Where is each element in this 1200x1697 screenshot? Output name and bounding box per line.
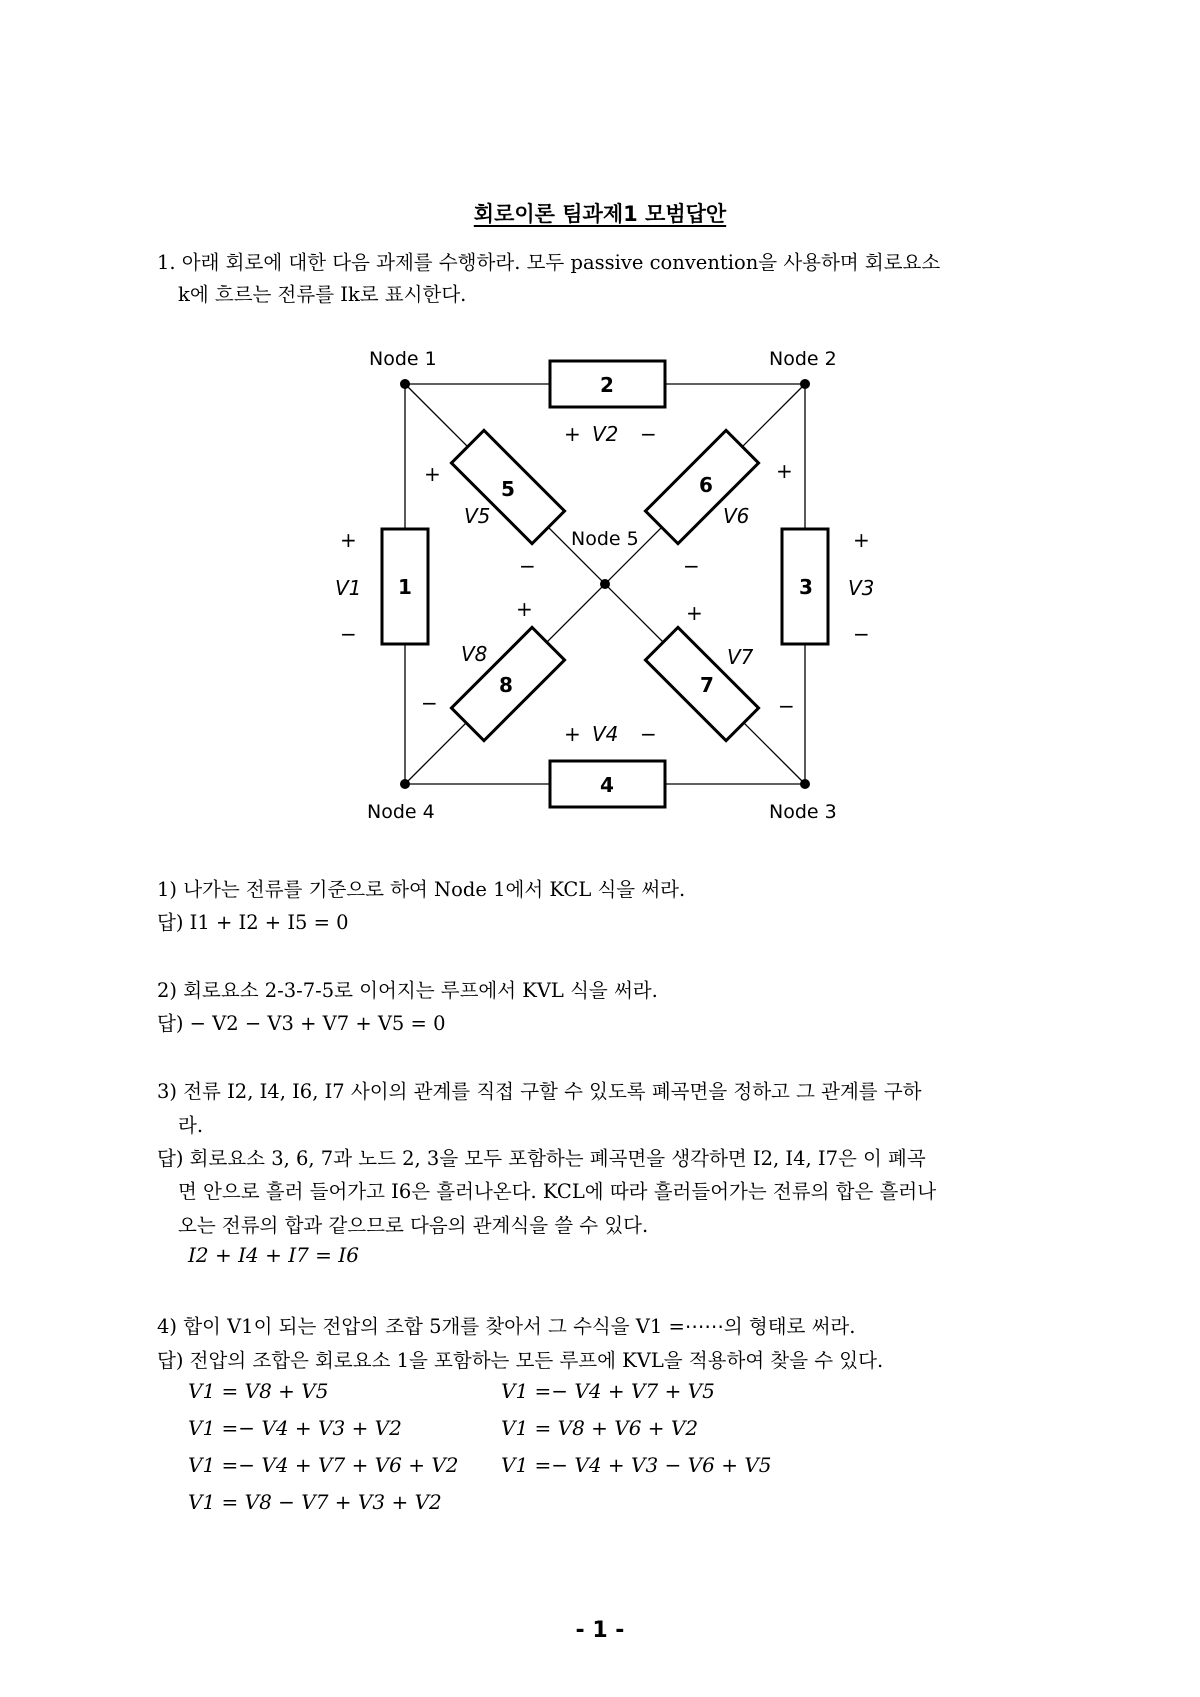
v2-label: V2 xyxy=(592,422,619,446)
v3-label: V3 xyxy=(848,576,875,600)
problem-statement-line2: k에 흐르는 전류를 Ik로 표시한다. xyxy=(178,283,467,306)
element-1-number: 1 xyxy=(398,575,412,599)
element-3-number: 3 xyxy=(799,575,813,599)
node-4-label: Node 4 xyxy=(367,801,435,823)
q3-question-line2: 라. xyxy=(178,1114,204,1137)
q1-question: 1) 나가는 전류를 기준으로 하여 Node 1에서 KCL 식을 써라. xyxy=(157,878,686,901)
node-5-label: Node 5 xyxy=(571,528,639,550)
node-2-label: Node 2 xyxy=(769,348,837,370)
q1-answer: 답) I1 + I2 + I5 = 0 xyxy=(157,911,349,934)
element-7-number: 7 xyxy=(700,673,714,697)
q2-answer: 답) − V2 − V3 + V7 + V5 = 0 xyxy=(157,1012,446,1035)
node-1-label: Node 1 xyxy=(369,348,437,370)
v4-plus: + xyxy=(564,722,581,746)
q4-equation-2: V1 =− V4 + V7 + V5 xyxy=(501,1379,715,1403)
q3-question-line1: 3) 전류 I2, I4, I6, I7 사이의 관계를 직접 구할 수 있도록 폐곡면을 정하고 그 관계를 구하 xyxy=(157,1080,922,1103)
v6-minus: − xyxy=(683,554,700,578)
q4-equation-5: V1 =− V4 + V7 + V6 + V2 xyxy=(188,1453,459,1477)
node-3-label: Node 3 xyxy=(769,801,837,823)
v1-plus: + xyxy=(340,528,357,552)
v8-plus: + xyxy=(516,597,533,621)
element-8-number: 8 xyxy=(499,673,513,697)
v2-minus: − xyxy=(640,422,657,446)
element-6-number: 6 xyxy=(699,473,713,497)
q3-answer-line2: 면 안으로 흘러 들어가고 I6은 흘러나온다. KCL에 따라 흘러들어가는 전류의 합은 흘러나 xyxy=(178,1180,937,1203)
page-number: - 1 - xyxy=(575,1618,625,1643)
q4-equation-1: V1 = V8 + V5 xyxy=(188,1379,329,1403)
node-2-dot xyxy=(800,379,810,389)
v6-label: V6 xyxy=(723,504,750,528)
v1-label: V1 xyxy=(335,576,362,600)
q2-question: 2) 회로요소 2-3-7-5로 이어지는 루프에서 KVL 식을 써라. xyxy=(157,979,658,1002)
v6-plus: + xyxy=(776,459,793,483)
q3-answer-line1: 답) 회로요소 3, 6, 7과 노드 2, 3을 모두 포함하는 폐곡면을 생각하면 I2, I4, I7은 이 폐곡 xyxy=(157,1147,926,1170)
q4-equation-4: V1 = V8 + V6 + V2 xyxy=(501,1416,699,1440)
v4-label: V4 xyxy=(592,722,619,746)
page-title: 회로이론 팀과제1 모범답안 xyxy=(473,202,727,226)
node-3-dot xyxy=(800,779,810,789)
v5-label: V5 xyxy=(464,504,491,528)
v8-minus: − xyxy=(421,691,438,715)
v1-minus: − xyxy=(340,622,357,646)
q4-answer: 답) 전압의 조합은 회로요소 1을 포함하는 모든 루프에 KVL을 적용하여 찾을 수 있다. xyxy=(157,1349,884,1372)
node-1-dot xyxy=(400,379,410,389)
q4-equation-6: V1 =− V4 + V3 − V6 + V5 xyxy=(501,1453,772,1477)
v5-plus: + xyxy=(424,462,441,486)
v7-minus: − xyxy=(778,694,795,718)
v7-label: V7 xyxy=(727,645,754,669)
v7-plus: + xyxy=(686,601,703,625)
v2-plus: + xyxy=(564,422,581,446)
element-2-number: 2 xyxy=(600,373,614,397)
element-5-number: 5 xyxy=(501,477,515,501)
element-4-number: 4 xyxy=(600,773,614,797)
v3-plus: + xyxy=(853,528,870,552)
q4-question: 4) 합이 V1이 되는 전압의 조합 5개를 찾아서 그 수식을 V1 =⋯⋯의 형태로 써라. xyxy=(157,1315,856,1338)
q3-answer-line3: 오는 전류의 합과 같으므로 다음의 관계식을 쓸 수 있다. xyxy=(178,1214,649,1237)
q3-equation: I2 + I4 + I7 = I6 xyxy=(188,1243,359,1267)
q4-equation-3: V1 =− V4 + V3 + V2 xyxy=(188,1416,402,1440)
node-5-dot xyxy=(600,579,610,589)
q4-equation-7: V1 = V8 − V7 + V3 + V2 xyxy=(188,1490,442,1514)
circuit-diagram xyxy=(0,0,1200,840)
v4-minus: − xyxy=(640,722,657,746)
v3-minus: − xyxy=(853,622,870,646)
v5-minus: − xyxy=(519,554,536,578)
node-4-dot xyxy=(400,779,410,789)
v8-label: V8 xyxy=(461,642,488,666)
problem-statement-line1: 1. 아래 회로에 대한 다음 과제를 수행하라. 모두 passive convention을 사용하며 회로요소 xyxy=(157,251,941,274)
